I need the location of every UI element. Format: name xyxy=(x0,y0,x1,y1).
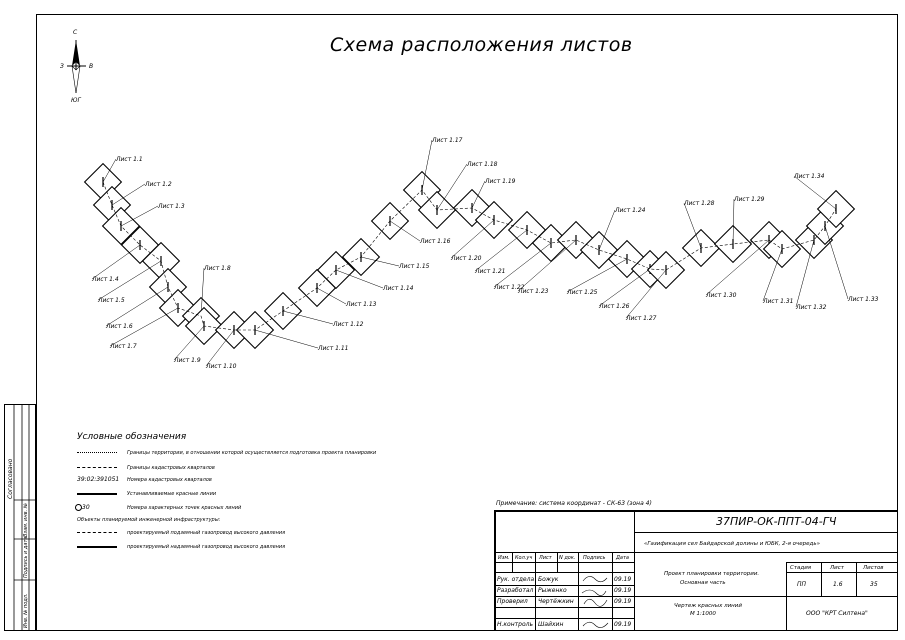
person-date: 09.19 xyxy=(614,587,632,594)
drawing-title-line2: М 1:1000 xyxy=(690,611,716,617)
organization: ООО "КРТ Силтена" xyxy=(806,610,868,617)
sheet-label: Лист 1.26 xyxy=(599,303,630,310)
person-date: 09.19 xyxy=(614,598,632,605)
sheet-label: Лист 1.29 xyxy=(734,196,765,203)
person-date: 09.19 xyxy=(614,621,632,628)
coordinate-note: Примечание: система координат - СК-63 (зона 4) xyxy=(496,500,652,507)
side-inv-dup: Взам. инв. № xyxy=(23,503,29,537)
stage-label: Стадия xyxy=(790,565,812,571)
person-role: Проверил xyxy=(497,598,528,605)
sheet-1-29 xyxy=(715,196,765,262)
sheet-label: Лист 1.31 xyxy=(763,298,794,305)
page-title: Схема расположения листов xyxy=(330,34,633,56)
sheet-label: Лист 1.33 xyxy=(848,296,879,303)
sheets-value: 35 xyxy=(870,581,878,588)
legend-symbol xyxy=(77,532,117,537)
legend-symbol: 30 xyxy=(82,504,90,511)
leader-line xyxy=(494,243,551,287)
header-data: Дата xyxy=(616,555,629,561)
sheet-label: Лист 1.25 xyxy=(567,289,598,296)
sheet-label: Лист 1.27 xyxy=(626,315,657,322)
sheet-label: Лист 1.11 xyxy=(318,345,349,352)
side-sign-date: Подпись и дата xyxy=(23,536,29,578)
stamp-code: 37ПИР-ОК-ППТ-04-ГЧ xyxy=(716,515,837,528)
person-name: Рыженко xyxy=(538,587,567,594)
side-agreed: Согласовано xyxy=(7,458,14,499)
sheet-label: Лист 1.23 xyxy=(518,288,549,295)
doc-title-line1: Проект планировки территории. xyxy=(664,571,760,577)
sheet-label: Лист 1.5 xyxy=(98,297,125,304)
legend-item-text: Объекты планируемой инженерной инфраструктуры: xyxy=(77,517,221,523)
sheet-label: Лист 1.32 xyxy=(796,304,827,311)
leader-line xyxy=(174,326,204,360)
sheet-label: Лист 1.4 xyxy=(92,276,119,283)
sheet-label: Лист 1.28 xyxy=(684,200,715,207)
compass-north: С xyxy=(73,29,78,36)
sheet-1-15 xyxy=(343,239,430,276)
leader-line xyxy=(825,226,848,299)
person-role: Рук. отдела xyxy=(497,576,535,583)
sheet-label: Лист 1.21 xyxy=(475,268,506,275)
legend-item-text: Номера характерных точек красных линий xyxy=(127,505,242,511)
header-koluch: Кол.уч xyxy=(515,555,533,561)
legend-symbol: 39:02:391051 xyxy=(77,476,120,483)
person-role: Разработал xyxy=(497,587,534,594)
legend-symbol xyxy=(77,452,117,457)
person-role: Н.контроль xyxy=(497,621,533,628)
sheet-label: Лист 1.16 xyxy=(420,238,451,245)
doc-title-line2: Основная часть xyxy=(680,580,726,586)
sheets-label: Листов xyxy=(863,565,884,571)
header-podpis: Подпись xyxy=(583,555,606,561)
sheet-label: Лист 1.2 xyxy=(145,181,172,188)
signature-icon xyxy=(580,573,612,629)
header-izm: Изм. xyxy=(498,555,510,561)
sheet-label: Лист xyxy=(830,565,844,571)
title-block xyxy=(494,510,898,631)
sheet-label: Лист 1.24 xyxy=(615,207,646,214)
legend-item-text: Устанавливаемые красные линии xyxy=(127,491,217,497)
person-date: 09.19 xyxy=(614,576,632,583)
sheet-label: Лист 1.30 xyxy=(706,292,737,299)
sheet-label: Лист 1.22 xyxy=(494,284,525,291)
sheet-label: Лист 1.9 xyxy=(174,357,201,364)
drawing-title-line1: Чертеж красных линий xyxy=(674,603,742,609)
legend-title: Условные обозначения xyxy=(77,432,187,442)
sheet-label: Лист 1.10 xyxy=(206,363,237,370)
side-inv-orig: Инв. № подл. xyxy=(23,593,29,628)
legend-symbol xyxy=(77,493,117,499)
compass-icon xyxy=(60,29,93,104)
leader-line xyxy=(106,287,168,326)
sheet-label: Лист 1.6 xyxy=(106,323,133,330)
sheet-label: Лист 1.20 xyxy=(451,255,482,262)
legend-item-text: проектируемый надземный газопровод высокого давления xyxy=(127,544,286,550)
side-stamp xyxy=(4,404,36,631)
sheet-label: Лист 1.1 xyxy=(116,156,143,163)
legend-item-text: Номера кадастровых кварталов xyxy=(127,477,212,483)
leader-line xyxy=(92,245,140,279)
person-name: Чертёжкин xyxy=(538,598,574,605)
stamp-project: «Газификация сел Байдарской долины и ЮБК, 2-я очередь» xyxy=(644,541,820,547)
sheet-label: Лист 1.3 xyxy=(158,203,185,210)
leader-line xyxy=(794,176,836,209)
sheet-label: Лист 1.7 xyxy=(110,343,137,350)
sheet-label: Лист 1.14 xyxy=(383,285,414,292)
leader-line xyxy=(475,230,527,271)
legend-symbol xyxy=(77,546,117,552)
sheet-label: Лист 1.34 xyxy=(794,173,825,180)
header-list: Лист xyxy=(539,555,552,561)
sheet-label: Лист 1.8 xyxy=(204,265,231,272)
legend-item-text: Границы кадастровых кварталов xyxy=(127,465,215,471)
person-name: Шайхин xyxy=(538,621,564,628)
legend-symbol xyxy=(77,467,117,472)
legend-item-text: проектируемый подземный газопровод высокого давления xyxy=(127,530,286,536)
person-name: Божук xyxy=(538,576,559,583)
compass-east: В xyxy=(89,63,94,70)
header-ndok: N док. xyxy=(559,555,576,561)
compass-south: ЮГ xyxy=(71,97,81,104)
sheet-label: Лист 1.13 xyxy=(346,301,377,308)
sheet-label: Лист 1.19 xyxy=(485,178,516,185)
sheet-label: Лист 1.15 xyxy=(399,263,430,270)
point-marker-icon xyxy=(75,504,82,511)
sheet-label: Лист 1.12 xyxy=(333,321,364,328)
compass-west: З xyxy=(60,63,64,70)
legend-item-text: Границы территории, в отношении которой осуществляется подготовка проекта планировки xyxy=(127,450,377,456)
sheet-value: 1.6 xyxy=(833,581,843,588)
sheet-label: Лист 1.17 xyxy=(432,137,463,144)
sheet-label: Лист 1.18 xyxy=(467,161,498,168)
stage-value: ПП xyxy=(797,581,807,588)
